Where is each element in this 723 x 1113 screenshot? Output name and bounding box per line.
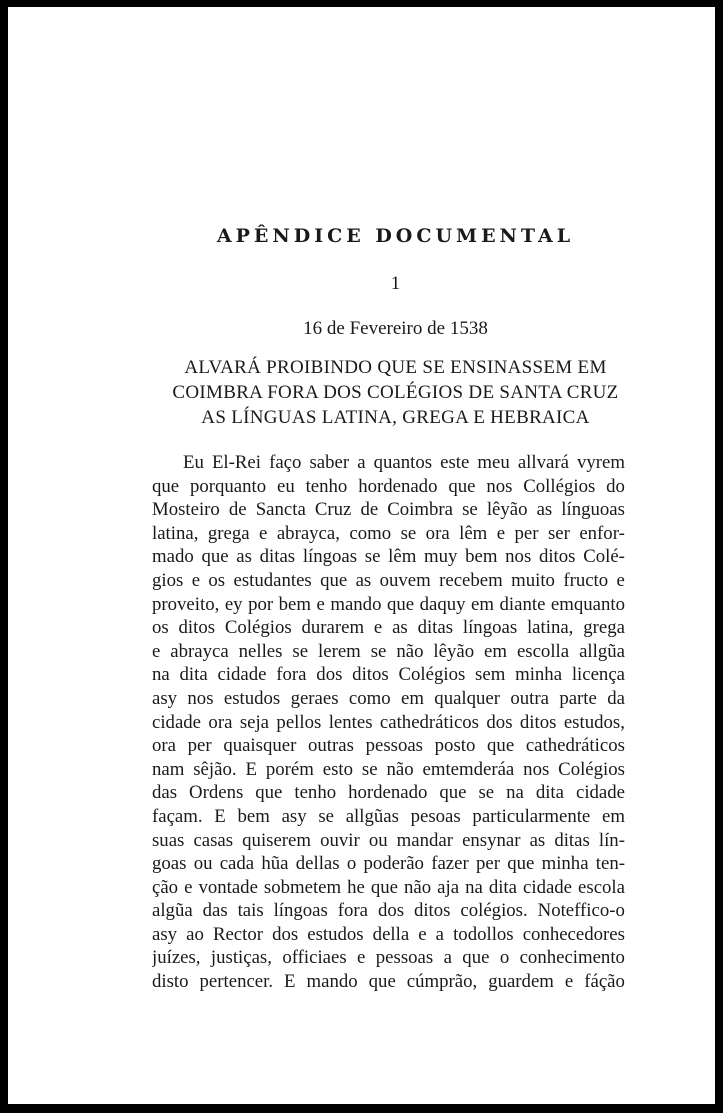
body-line: que porquanto eu tenho hordenado que nos Collégios do (152, 475, 625, 497)
document-page (8, 7, 715, 1104)
body-line: mado que as ditas língoas se lêm muy bem nos ditos Colé- (152, 546, 625, 568)
body-line: cidade ora seja pellos lentes cathedráticos dos ditos estudos, (152, 711, 625, 733)
body-line: ora per quaisquer outras pessoas posto que cathedráticos (152, 735, 625, 757)
body-line: na dita cidade fora dos ditos Colégios sem minha licença (152, 664, 625, 686)
document-title-line: ALVARÁ PROIBINDO QUE SE ENSINASSEM EM (184, 357, 607, 378)
body-line: asy ao Rector dos estudos della e a todollos conhecedores (152, 923, 625, 945)
body-line: ção e vontade sobmetem he que não aja na dita cidade escola (152, 876, 625, 898)
body-line: goas ou cada hũa dellas o poderão fazer per que minha ten- (152, 853, 625, 875)
body-line: juízes, justiças, officiaes e pessoas a que o conhecimento (152, 947, 625, 969)
body-line: suas casas quiserem ouvir ou mandar ensynar as ditas lín- (152, 829, 625, 851)
document-body (152, 451, 625, 994)
appendix-heading: APÊNDICE DOCUMENTAL (216, 225, 575, 247)
document-title-line: AS LÍNGUAS LATINA, GREGA E HEBRAICA (201, 407, 590, 428)
body-line: façam. E bem asy se allgũas pesoas particularmente em (152, 805, 625, 827)
body-line: das Ordens que tenho hordenado que se na dita cidade (152, 782, 625, 804)
document-number: 1 (390, 273, 401, 294)
body-line: latina, grega e abrayca, como se ora lêm e per ser enfor- (152, 522, 625, 544)
body-line: os ditos Colégios durarem e as ditas língoas latina, grega (152, 617, 625, 639)
document-title-line: COIMBRA FORA DOS COLÉGIOS DE SANTA CRUZ (172, 382, 619, 403)
body-line: gios e os estudantes que as ouvem recebem muito fructo e (152, 569, 625, 591)
document-date: 16 de Fevereiro de 1538 (303, 318, 488, 339)
body-line: proveito, ey por bem e mando que daquy em diante emquanto (152, 593, 625, 615)
body-line: asy nos estudos geraes como em qualquer outra parte da (152, 687, 625, 709)
body-line: nam sêjão. E porém esto se não emtemderáa nos Colégios (152, 758, 625, 780)
body-line: e abrayca nelles se lerem se não lêyão em escolla allgũa (152, 640, 625, 662)
body-line: algũa das tais língoas fora dos ditos colégios. Noteffico-o (152, 900, 625, 922)
document-title (8, 355, 723, 430)
body-line: Mosteiro de Sancta Cruz de Coimbra se lêyão as línguoas (152, 499, 625, 521)
body-line: disto pertencer. E mando que cúmprão, guardem e fáção (152, 971, 625, 993)
body-line: Eu El-Rei faço saber a quantos este meu allvará vyrem (183, 452, 625, 473)
